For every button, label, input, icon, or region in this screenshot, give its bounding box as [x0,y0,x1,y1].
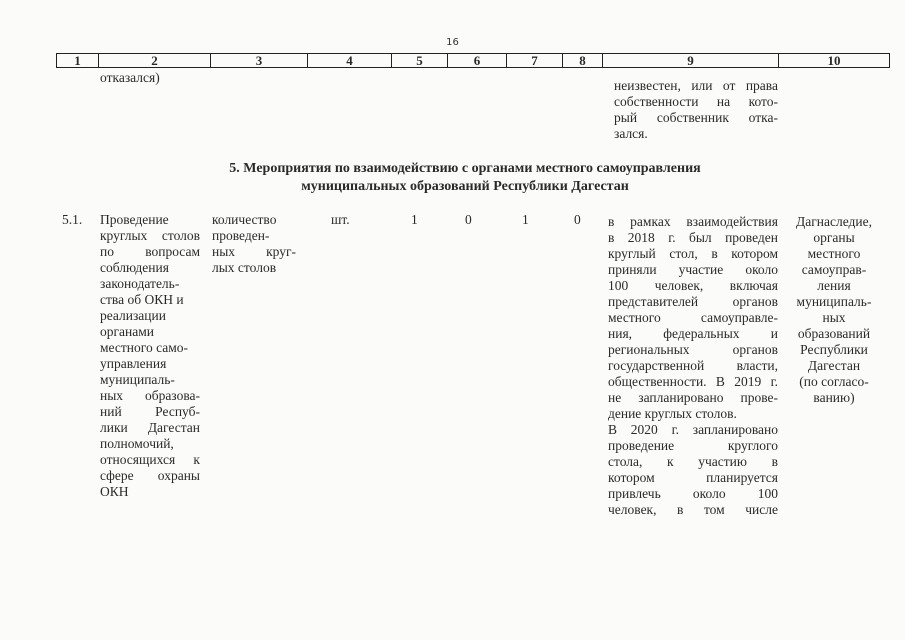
text-line: самоуправ- [801,262,867,277]
text-line: местного самоуправле- [608,310,778,325]
text-line: ных круг- [212,244,296,259]
col-header-5: 5 [392,54,448,68]
text-line: приняли участие около [608,262,778,277]
row-info [608,214,778,518]
page-number: 16 [446,37,459,48]
row-executor [784,214,884,406]
text-line: 100 человек, включая [608,278,778,293]
row-event-name [100,212,200,500]
text-line: образований [797,326,871,341]
col-header-1: 1 [57,54,99,68]
continuation-col2: отказался) [100,70,160,85]
text-line: стола, к участию в [608,454,778,469]
text-line: местного [807,246,861,261]
text-line: Дагнаследие, [796,214,872,229]
text-line: ОКН [100,484,129,499]
text-line: Республики [800,342,868,357]
section-heading-line: 5. Мероприятия по взаимодействию с органами местного самоуправления [229,161,701,176]
text-line: В 2020 г. запланировано [608,422,778,437]
section-heading [150,160,780,196]
table-header-row [56,53,890,68]
row-number: 5.1. [62,212,83,227]
col-header-10: 10 [779,54,890,68]
text-line: сфере охраны [100,468,200,483]
row-unit: шт. [331,212,350,227]
text-line: ных образова- [100,388,200,403]
text-line: управления [100,356,167,371]
col-header-6: 6 [448,54,507,68]
col-header-8: 8 [563,54,603,68]
text-line: по вопросам [100,244,200,259]
text-line: человек, в том числе [608,502,778,517]
text-line: Проведение [100,212,169,227]
text-line: привлечь около 100 [608,486,778,501]
text-line: государственной власти, [608,358,778,373]
text-line: не запланировано прове- [608,390,778,405]
row-indicator [212,212,296,276]
text-line: муниципаль- [100,372,175,387]
text-line: количество [212,212,277,227]
text-line: круглых столов [100,228,200,243]
text-line: неизвестен, или от права [614,78,778,93]
text-line: ства об ОКН и [100,292,184,307]
continuation-col9 [614,78,778,142]
text-line: дение круглых столов. [608,406,737,421]
text-line: проведение круглого [608,438,778,453]
text-line: зался. [614,126,648,141]
row-value-col6: 0 [465,212,472,227]
text-line: котором планируется [608,470,778,485]
text-line: общественности. В 2019 г. [608,374,778,389]
text-line: круглый стол, в котором [608,246,778,261]
text-line: местного само- [100,340,189,355]
text-line: лых столов [212,260,277,275]
text-line: (по согласо- [799,374,869,389]
col-header-3: 3 [211,54,308,68]
col-header-4: 4 [308,54,392,68]
text-line: в рамках взаимодействия [608,214,778,229]
text-line: соблюдения [100,260,169,275]
text-line: относящихся к [100,452,200,467]
text-line: рый собственник отка- [614,110,778,125]
row-value-col5: 1 [411,212,418,227]
text-line: реализации [100,308,166,323]
col-header-9: 9 [603,54,779,68]
text-line: законодатель- [100,276,180,291]
text-line: в 2018 г. был проведен [608,230,778,245]
text-line: органами [100,324,155,339]
text-line: органы [813,230,855,245]
text-line: муниципаль- [796,294,872,309]
text-line: ления [817,278,851,293]
text-line: ний Респуб- [100,404,200,419]
text-line: ных [822,310,846,325]
text-line: Дагестан [807,358,861,373]
text-line: ния, федеральных и [608,326,778,341]
text-line: полномочий, [100,436,174,451]
section-heading-line: муниципальных образований Республики Дагестан [301,179,629,194]
col-header-2: 2 [99,54,211,68]
text-line: ванию) [813,390,855,405]
col-header-7: 7 [507,54,563,68]
row-value-col7: 1 [522,212,529,227]
text-line: проведен- [212,228,270,243]
text-line: лики Дагестан [100,420,200,435]
text-line: региональных органов [608,342,778,357]
row-value-col8: 0 [574,212,581,227]
text-line: собственности на кото- [614,94,778,109]
text-line: представителей органов [608,294,778,309]
